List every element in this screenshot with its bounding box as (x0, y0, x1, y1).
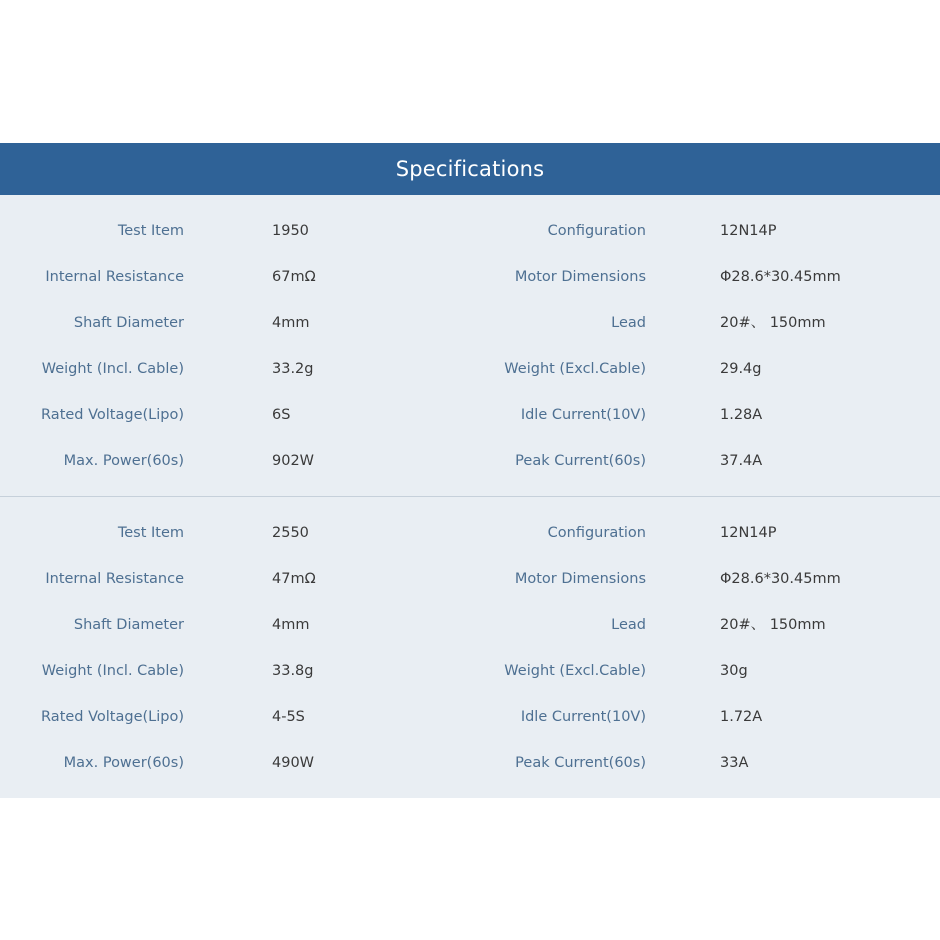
spec-value: 20#、 150mm (720, 617, 826, 633)
spec-table-2 (0, 497, 940, 798)
spec-label: Weight (Excl.Cable) (504, 361, 646, 377)
spec-value: Φ28.6*30.45mm (720, 269, 841, 285)
spec-label: Max. Power(60s) (63, 453, 184, 469)
spec-label: Rated Voltage(Lipo) (41, 407, 184, 423)
spec-label: Peak Current(60s) (515, 755, 646, 771)
spec-value: 4mm (272, 315, 310, 331)
spec-label: Weight (Excl.Cable) (504, 663, 646, 679)
spec-value: 1.72A (720, 709, 763, 725)
spec-row (0, 566, 940, 592)
spec-value: 2550 (272, 525, 309, 541)
spec-row (0, 520, 940, 546)
spec-value: 67mΩ (272, 269, 316, 285)
spec-label: Weight (Incl. Cable) (41, 361, 184, 377)
spec-label: Peak Current(60s) (515, 453, 646, 469)
spec-row (0, 612, 940, 638)
spec-label: Shaft Diameter (73, 617, 184, 633)
spec-label: Internal Resistance (45, 571, 184, 587)
spec-row (0, 356, 940, 382)
spec-label: Motor Dimensions (514, 269, 646, 285)
spec-label: Internal Resistance (45, 269, 184, 285)
spec-value: 47mΩ (272, 571, 316, 587)
spec-label: Idle Current(10V) (520, 407, 646, 423)
spec-value: 33.8g (272, 663, 314, 679)
spec-label: Test Item (117, 223, 184, 239)
spec-value: 12N14P (720, 223, 777, 239)
spec-value: 902W (272, 453, 315, 469)
spec-value: 12N14P (720, 525, 777, 541)
spec-row (0, 218, 940, 244)
spec-value: 1.28A (720, 407, 763, 423)
spec-row (0, 658, 940, 684)
spec-label: Rated Voltage(Lipo) (41, 709, 184, 725)
spec-row (0, 448, 940, 474)
spec-label: Shaft Diameter (73, 315, 184, 331)
spec-label: Motor Dimensions (514, 571, 646, 587)
spec-value: 30g (720, 663, 748, 679)
spec-value: 4mm (272, 617, 310, 633)
spec-row (0, 310, 940, 336)
spec-value: 20#、 150mm (720, 315, 826, 331)
spec-value: 6S (272, 407, 291, 423)
spec-value: 1950 (272, 223, 309, 239)
spec-label: Lead (611, 617, 646, 633)
spec-value: 33.2g (272, 361, 314, 377)
spec-label: Configuration (547, 223, 646, 239)
spec-label: Max. Power(60s) (63, 755, 184, 771)
spec-label: Lead (611, 315, 646, 331)
spec-value: 29.4g (720, 361, 762, 377)
spec-row (0, 264, 940, 290)
spec-label: Configuration (547, 525, 646, 541)
spec-label: Weight (Incl. Cable) (41, 663, 184, 679)
spec-value: 490W (272, 755, 315, 771)
page-title: Specifications (395, 157, 545, 181)
spec-label: Test Item (117, 525, 184, 541)
spec-value: 33A (720, 755, 749, 771)
specifications-header (0, 143, 940, 195)
spec-row (0, 704, 940, 730)
spec-value: 37.4A (720, 453, 763, 469)
spec-table-1 (0, 195, 940, 497)
spec-row (0, 750, 940, 776)
spec-label: Idle Current(10V) (520, 709, 646, 725)
spec-value: 4-5S (272, 709, 305, 725)
spec-value: Φ28.6*30.45mm (720, 571, 841, 587)
spec-row (0, 402, 940, 428)
